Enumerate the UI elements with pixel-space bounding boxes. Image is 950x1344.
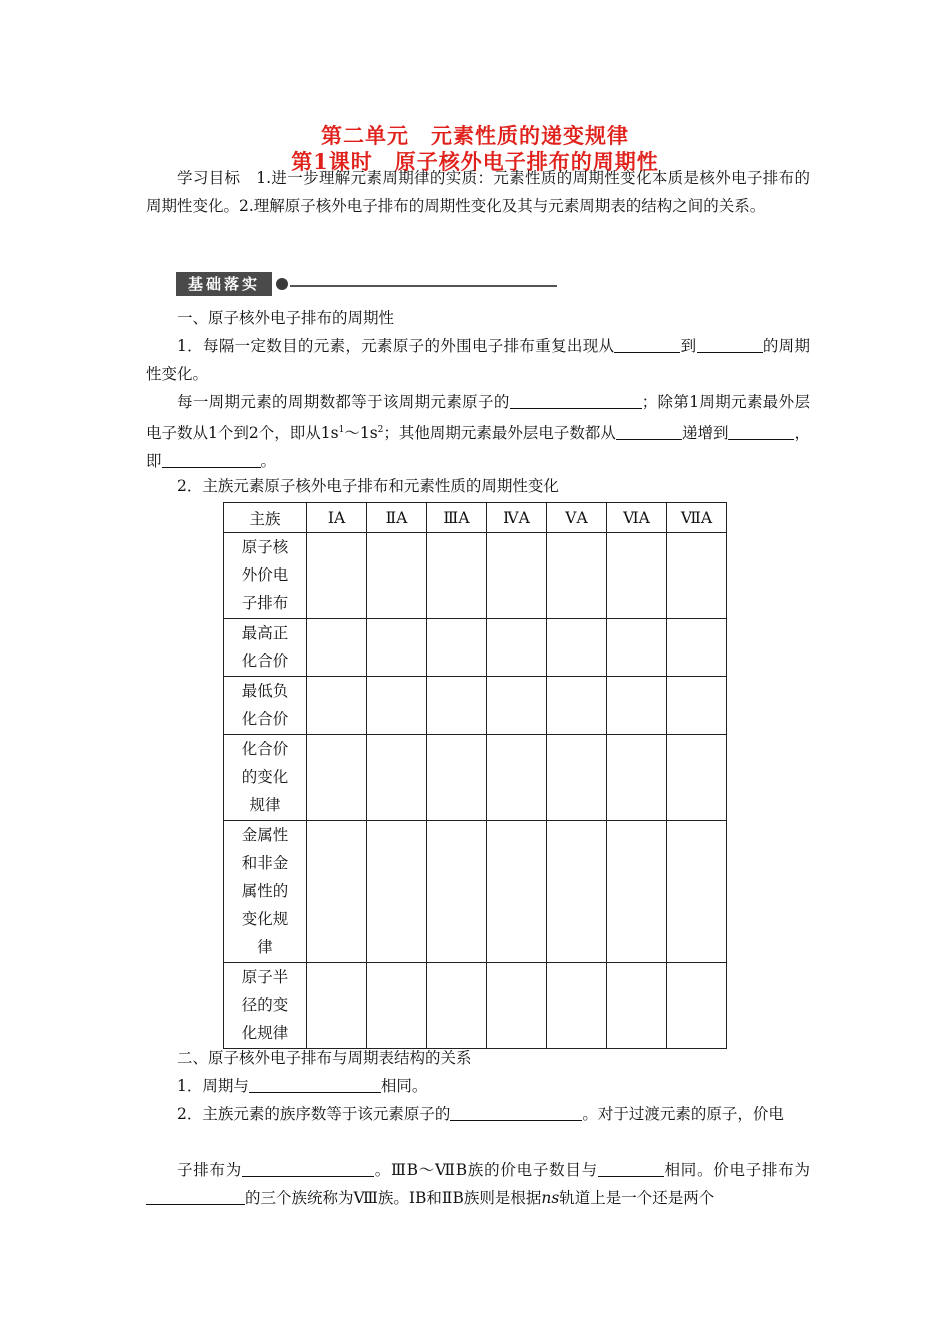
para-text-d: ；其他周期元素最外层电子数都从	[383, 424, 616, 443]
answer-cell[interactable]	[487, 821, 547, 963]
row-label: 化合价的变化规律	[241, 740, 289, 814]
superscript: 1	[338, 425, 345, 435]
answer-blank[interactable]	[616, 423, 682, 440]
answer-cell[interactable]	[367, 619, 427, 677]
section1-paragraph	[146, 388, 810, 475]
answer-cell[interactable]	[607, 821, 667, 963]
table-row	[224, 735, 727, 821]
section-banner: 基础落实	[176, 272, 272, 296]
answer-blank[interactable]	[242, 1160, 374, 1177]
answer-cell[interactable]	[307, 533, 367, 619]
section2-heading: 二、原子核外电子排布与周期表结构的关系	[177, 1049, 472, 1067]
answer-cell[interactable]	[427, 677, 487, 735]
section2-item1	[146, 1072, 810, 1100]
answer-cell[interactable]	[547, 963, 607, 1049]
answer-blank[interactable]	[614, 336, 680, 353]
s2-item2-text-d: 。ⅢB～ⅦB族的价电子数目与	[373, 1161, 598, 1179]
answer-cell[interactable]	[427, 963, 487, 1049]
answer-cell[interactable]	[667, 963, 727, 1049]
section1-heading: 一、原子核外电子排布的周期性	[177, 309, 395, 327]
answer-cell[interactable]	[367, 533, 427, 619]
s2-item2-text-g: 轨道上是一个还是两个	[559, 1189, 715, 1207]
answer-blank[interactable]	[697, 336, 763, 353]
answer-cell[interactable]	[307, 677, 367, 735]
answer-cell[interactable]	[307, 963, 367, 1049]
table-header-cell: ⅣA	[487, 503, 547, 533]
table-header-cell: 主族	[224, 503, 307, 533]
section1-item1	[146, 332, 810, 388]
s2-item2-text-f: 的三个族统称为Ⅷ族。ⅠB和ⅡB族则是根据	[245, 1189, 542, 1207]
answer-cell[interactable]	[427, 619, 487, 677]
answer-cell[interactable]	[487, 619, 547, 677]
answer-cell[interactable]	[307, 735, 367, 821]
answer-blank[interactable]	[598, 1160, 664, 1177]
answer-cell[interactable]	[427, 821, 487, 963]
table-header-cell: ⅥA	[607, 503, 667, 533]
s2-item2-text-e: 相同。价电子排布为	[663, 1161, 810, 1179]
answer-blank[interactable]	[162, 451, 261, 468]
table-header-cell: ⅠA	[307, 503, 367, 533]
s2-item1-text-b: 相同。	[380, 1077, 428, 1095]
row-label: 原子核外价电子排布	[241, 538, 289, 612]
row-label: 最高正化合价	[241, 624, 289, 670]
banner-dot-icon	[276, 278, 288, 290]
table-header-cell: ⅦA	[667, 503, 727, 533]
para-text-c: ～1s	[344, 424, 378, 443]
row-label: 金属性和非金属性的变化规律	[241, 826, 289, 956]
answer-cell[interactable]	[667, 821, 727, 963]
answer-blank[interactable]	[249, 1076, 381, 1093]
answer-cell[interactable]	[367, 677, 427, 735]
answer-cell[interactable]	[487, 533, 547, 619]
table-header-cell: ⅢA	[427, 503, 487, 533]
answer-cell[interactable]	[547, 677, 607, 735]
answer-cell[interactable]	[487, 677, 547, 735]
para-text-a: 每一周期元素的周期数都等于该周期元素原子的	[177, 393, 510, 411]
answer-cell[interactable]	[547, 821, 607, 963]
para-text-g: 。	[260, 452, 277, 471]
item1-text-a: 1．每隔一定数目的元素，元素原子的外围电子排布重复出现从	[177, 337, 615, 355]
main-group-table	[223, 502, 727, 1049]
table-row	[224, 677, 727, 735]
item1-text-b: 到	[680, 337, 697, 355]
answer-cell[interactable]	[607, 963, 667, 1049]
answer-cell[interactable]	[427, 735, 487, 821]
page-title: 第二单元 元素性质的递变规律	[321, 123, 629, 148]
table-row	[224, 533, 727, 619]
s2-item2-text-b: 。对于过渡元素的原子，价电	[582, 1105, 784, 1123]
para-text-f: ，即	[146, 424, 810, 471]
para-text-e: 递增到	[681, 424, 729, 443]
answer-cell[interactable]	[667, 619, 727, 677]
answer-cell[interactable]	[367, 735, 427, 821]
answer-cell[interactable]	[667, 533, 727, 619]
para-text-b: ；除第1周期元素最外层电子数从1个到2个，即从1s	[146, 393, 810, 443]
table-row	[224, 963, 727, 1049]
section2-item2-line1	[146, 1100, 810, 1128]
row-label: 原子半径的变化规律	[241, 968, 289, 1042]
item1-text-c: 的周期性变化。	[146, 337, 810, 383]
answer-cell[interactable]	[667, 735, 727, 821]
superscript: 2	[377, 425, 384, 435]
answer-cell[interactable]	[487, 735, 547, 821]
answer-cell[interactable]	[547, 735, 607, 821]
answer-cell[interactable]	[547, 619, 607, 677]
answer-cell[interactable]	[307, 619, 367, 677]
answer-cell[interactable]	[607, 735, 667, 821]
table-header-cell: ⅡA	[367, 503, 427, 533]
answer-cell[interactable]	[427, 533, 487, 619]
answer-blank[interactable]	[728, 423, 794, 440]
answer-cell[interactable]	[607, 619, 667, 677]
answer-blank[interactable]	[146, 1188, 245, 1205]
section2-item2-line2	[146, 1156, 810, 1212]
answer-cell[interactable]	[367, 963, 427, 1049]
s2-item1-text-a: 1．周期与	[177, 1077, 249, 1095]
row-label: 最低负化合价	[241, 682, 289, 728]
answer-cell[interactable]	[487, 963, 547, 1049]
table-row	[224, 821, 727, 963]
ns-orbital: ns	[541, 1189, 560, 1207]
answer-cell[interactable]	[547, 533, 607, 619]
section1-item2: 2．主族元素原子核外电子排布和元素性质的周期性变化	[177, 477, 559, 495]
answer-cell[interactable]	[307, 821, 367, 963]
answer-cell[interactable]	[667, 677, 727, 735]
answer-blank[interactable]	[450, 1104, 582, 1121]
answer-blank[interactable]	[510, 392, 642, 409]
answer-cell[interactable]	[367, 821, 427, 963]
learning-objectives: 学习目标 1.进一步理解元素周期律的实质：元素性质的周期性变化本质是核外电子排布的周期性变化。2.理解原子核外电子排布的周期性变化及其与元素周期表的结构之间的关系。	[146, 169, 810, 215]
s2-item2-text-a: 2．主族元素的族序数等于该元素原子的	[177, 1105, 451, 1123]
page-subtitle: 第1课时 原子核外电子排布的周期性	[291, 149, 659, 174]
banner-divider	[290, 285, 557, 287]
answer-cell[interactable]	[607, 677, 667, 735]
table-header-cell: ⅤA	[547, 503, 607, 533]
answer-cell[interactable]	[607, 533, 667, 619]
s2-item2-text-c: 子排布为	[177, 1161, 242, 1179]
table-row	[224, 619, 727, 677]
